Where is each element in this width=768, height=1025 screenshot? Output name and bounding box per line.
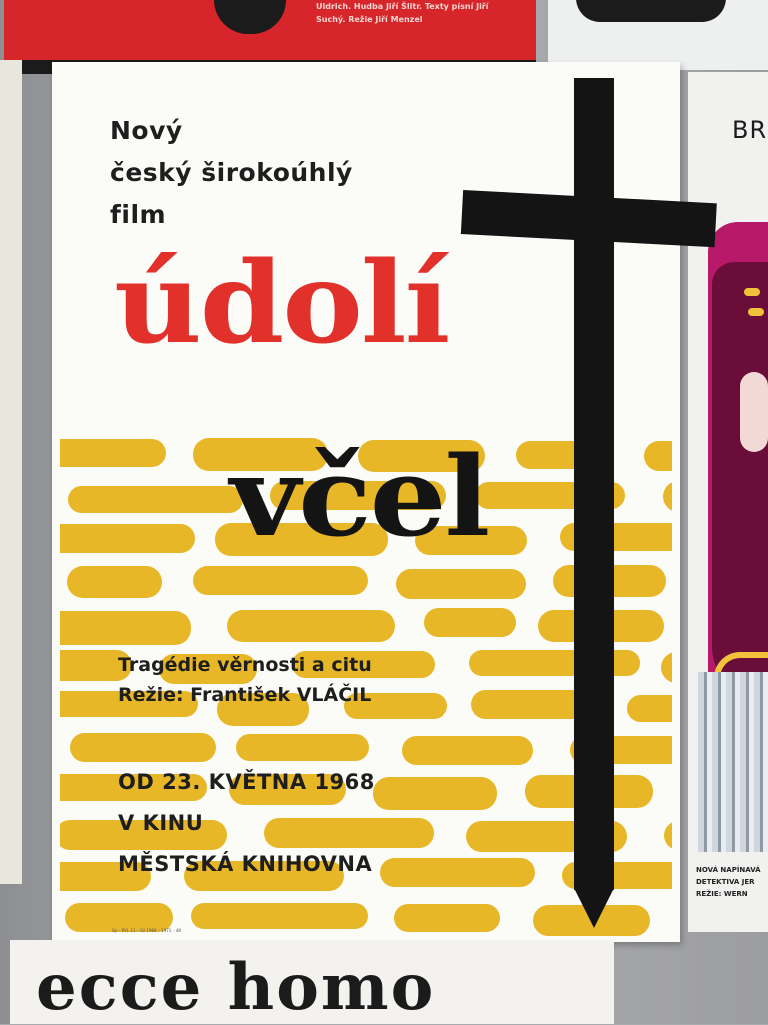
print-note: Sp – PVL 11 – Oz 1968 – 1971 – 48 — [112, 928, 181, 933]
yellow-pill-shape — [402, 736, 533, 765]
film-title-black: včel — [230, 432, 489, 561]
intro-line: Nový — [110, 116, 183, 145]
poster-intro — [110, 110, 353, 236]
yellow-pill-shape — [644, 441, 672, 471]
yellow-pill-shape — [424, 608, 516, 637]
top-right-poster — [548, 0, 768, 70]
poster-graphic — [576, 0, 726, 22]
yellow-pill-shape — [373, 777, 497, 810]
subtitle-line: Tragédie věrnosti a citu — [118, 654, 372, 676]
dark-illustration — [712, 262, 768, 702]
venue-line: V KINU — [118, 811, 204, 835]
city-photo — [698, 672, 768, 852]
venue-line: MĚSTSKÁ KNIHOVNA — [118, 852, 373, 876]
yellow-pill-shape — [227, 610, 394, 641]
cross-tip — [574, 888, 614, 928]
bottom-poster — [10, 940, 614, 1024]
film-title-red: údolí — [114, 238, 449, 369]
bottom-poster-title: ecce homo — [36, 950, 436, 1025]
yellow-pill-shape — [664, 821, 672, 851]
intro-line: film — [110, 200, 167, 229]
poster-subtitle — [118, 650, 372, 710]
right-poster-credits: NOVÁ NAPÍNAVÁ DETEKTIVA JER REŽIE: WERN — [696, 866, 761, 898]
yellow-dot — [748, 308, 764, 316]
yellow-pill-shape — [193, 566, 369, 596]
right-poster-heading: BR — [732, 116, 768, 144]
right-poster — [688, 72, 768, 932]
yellow-pill-shape — [68, 486, 243, 513]
poster-graphic — [214, 0, 286, 34]
yellow-dot — [744, 288, 760, 296]
director-line: Režie: František VLÁČIL — [118, 684, 372, 706]
yellow-pill-shape — [663, 481, 672, 511]
cross-bar — [461, 190, 717, 247]
yellow-pill-shape — [60, 611, 191, 645]
top-poster-credits: Uldrich. Hudba Jiří Šlitr. Texty písní Jiří Suchý. Režie Jiří Menzel — [316, 2, 489, 24]
yellow-pill-shape — [396, 569, 525, 599]
yellow-pill-shape — [67, 566, 161, 597]
left-poster-edge — [0, 60, 22, 884]
yellow-pill-shape — [627, 695, 672, 722]
yellow-pill-shape — [60, 439, 166, 467]
yellow-pill-shape — [70, 733, 216, 762]
yellow-pill-shape — [236, 734, 369, 760]
date-line: OD 23. KVĚTNA 1968 — [118, 770, 375, 794]
face-illustration — [740, 372, 768, 452]
yellow-pill-shape — [661, 652, 672, 683]
screening-info — [118, 762, 375, 885]
intro-line: český širokoúhlý — [110, 158, 353, 187]
yellow-pill-shape — [380, 858, 535, 887]
film-poster — [52, 62, 680, 942]
yellow-pill-shape — [191, 903, 367, 929]
yellow-pill-shape — [60, 524, 195, 553]
yellow-pill-shape — [394, 904, 501, 932]
yellow-pill-shape — [469, 650, 640, 676]
